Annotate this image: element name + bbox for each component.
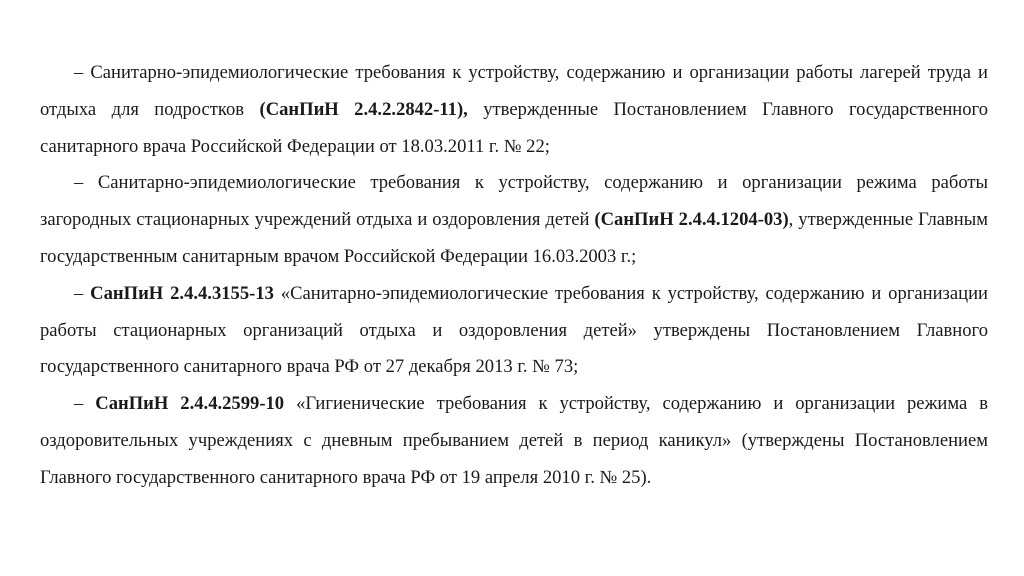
paragraph-text: «Санитарно-эпидемиологические требования к устройству, содержанию и организации работы стационарных организаций отдыха и оздоровления детей» утверждены Постановлением Главного государственного санитарного врача РФ от 27 декабря 2013 г. № 73; [40,282,988,378]
paragraph-sanpin-3155 [40,276,988,386]
paragraph-sanpin-1204 [40,165,988,275]
paragraph-text: – [74,393,96,415]
paragraph-text: , утвержденные Главным государственным санитарным врачом Российской Федерации 16.03.2003 г.; [40,209,988,267]
paragraph-sanpin-2599 [40,386,988,496]
paragraph-text: – Санитарно-эпидемиологические требования к устройству, содержанию и организации режима работы загородных стационарных учреждений отдыха и оздоровления детей [40,172,988,231]
document-text [40,55,988,497]
paragraph-text: утвержденные Постановлением Главного государственного санитарного врача Российской Федерации от 18.03.2011 г. № 22; [40,98,988,157]
document-code: СанПиН 2.4.4.2599-10 [95,393,285,415]
document-code: (СанПиН 2.4.2.2842-11), [259,98,468,120]
paragraph-text: «Гигиенические требования к устройству, содержанию и организации режима в оздоровительных учреждениях с дневным пребыванием детей в период каникул» (утверждены Постановлением Главного государственного санитарного врача РФ от 19 апреля 2010 г. № 25). [40,393,988,488]
document-code: (СанПиН 2.4.4.1204-03) [594,209,789,231]
paragraph-text: – [74,282,91,304]
paragraph-sanpin-2842 [40,55,988,165]
paragraph-text: – Санитарно-эпидемиологические требования к устройству, содержанию и организации работы лагерей труда и отдыха для подростков [40,62,988,120]
document-code: СанПиН 2.4.4.3155-13 [90,282,274,304]
